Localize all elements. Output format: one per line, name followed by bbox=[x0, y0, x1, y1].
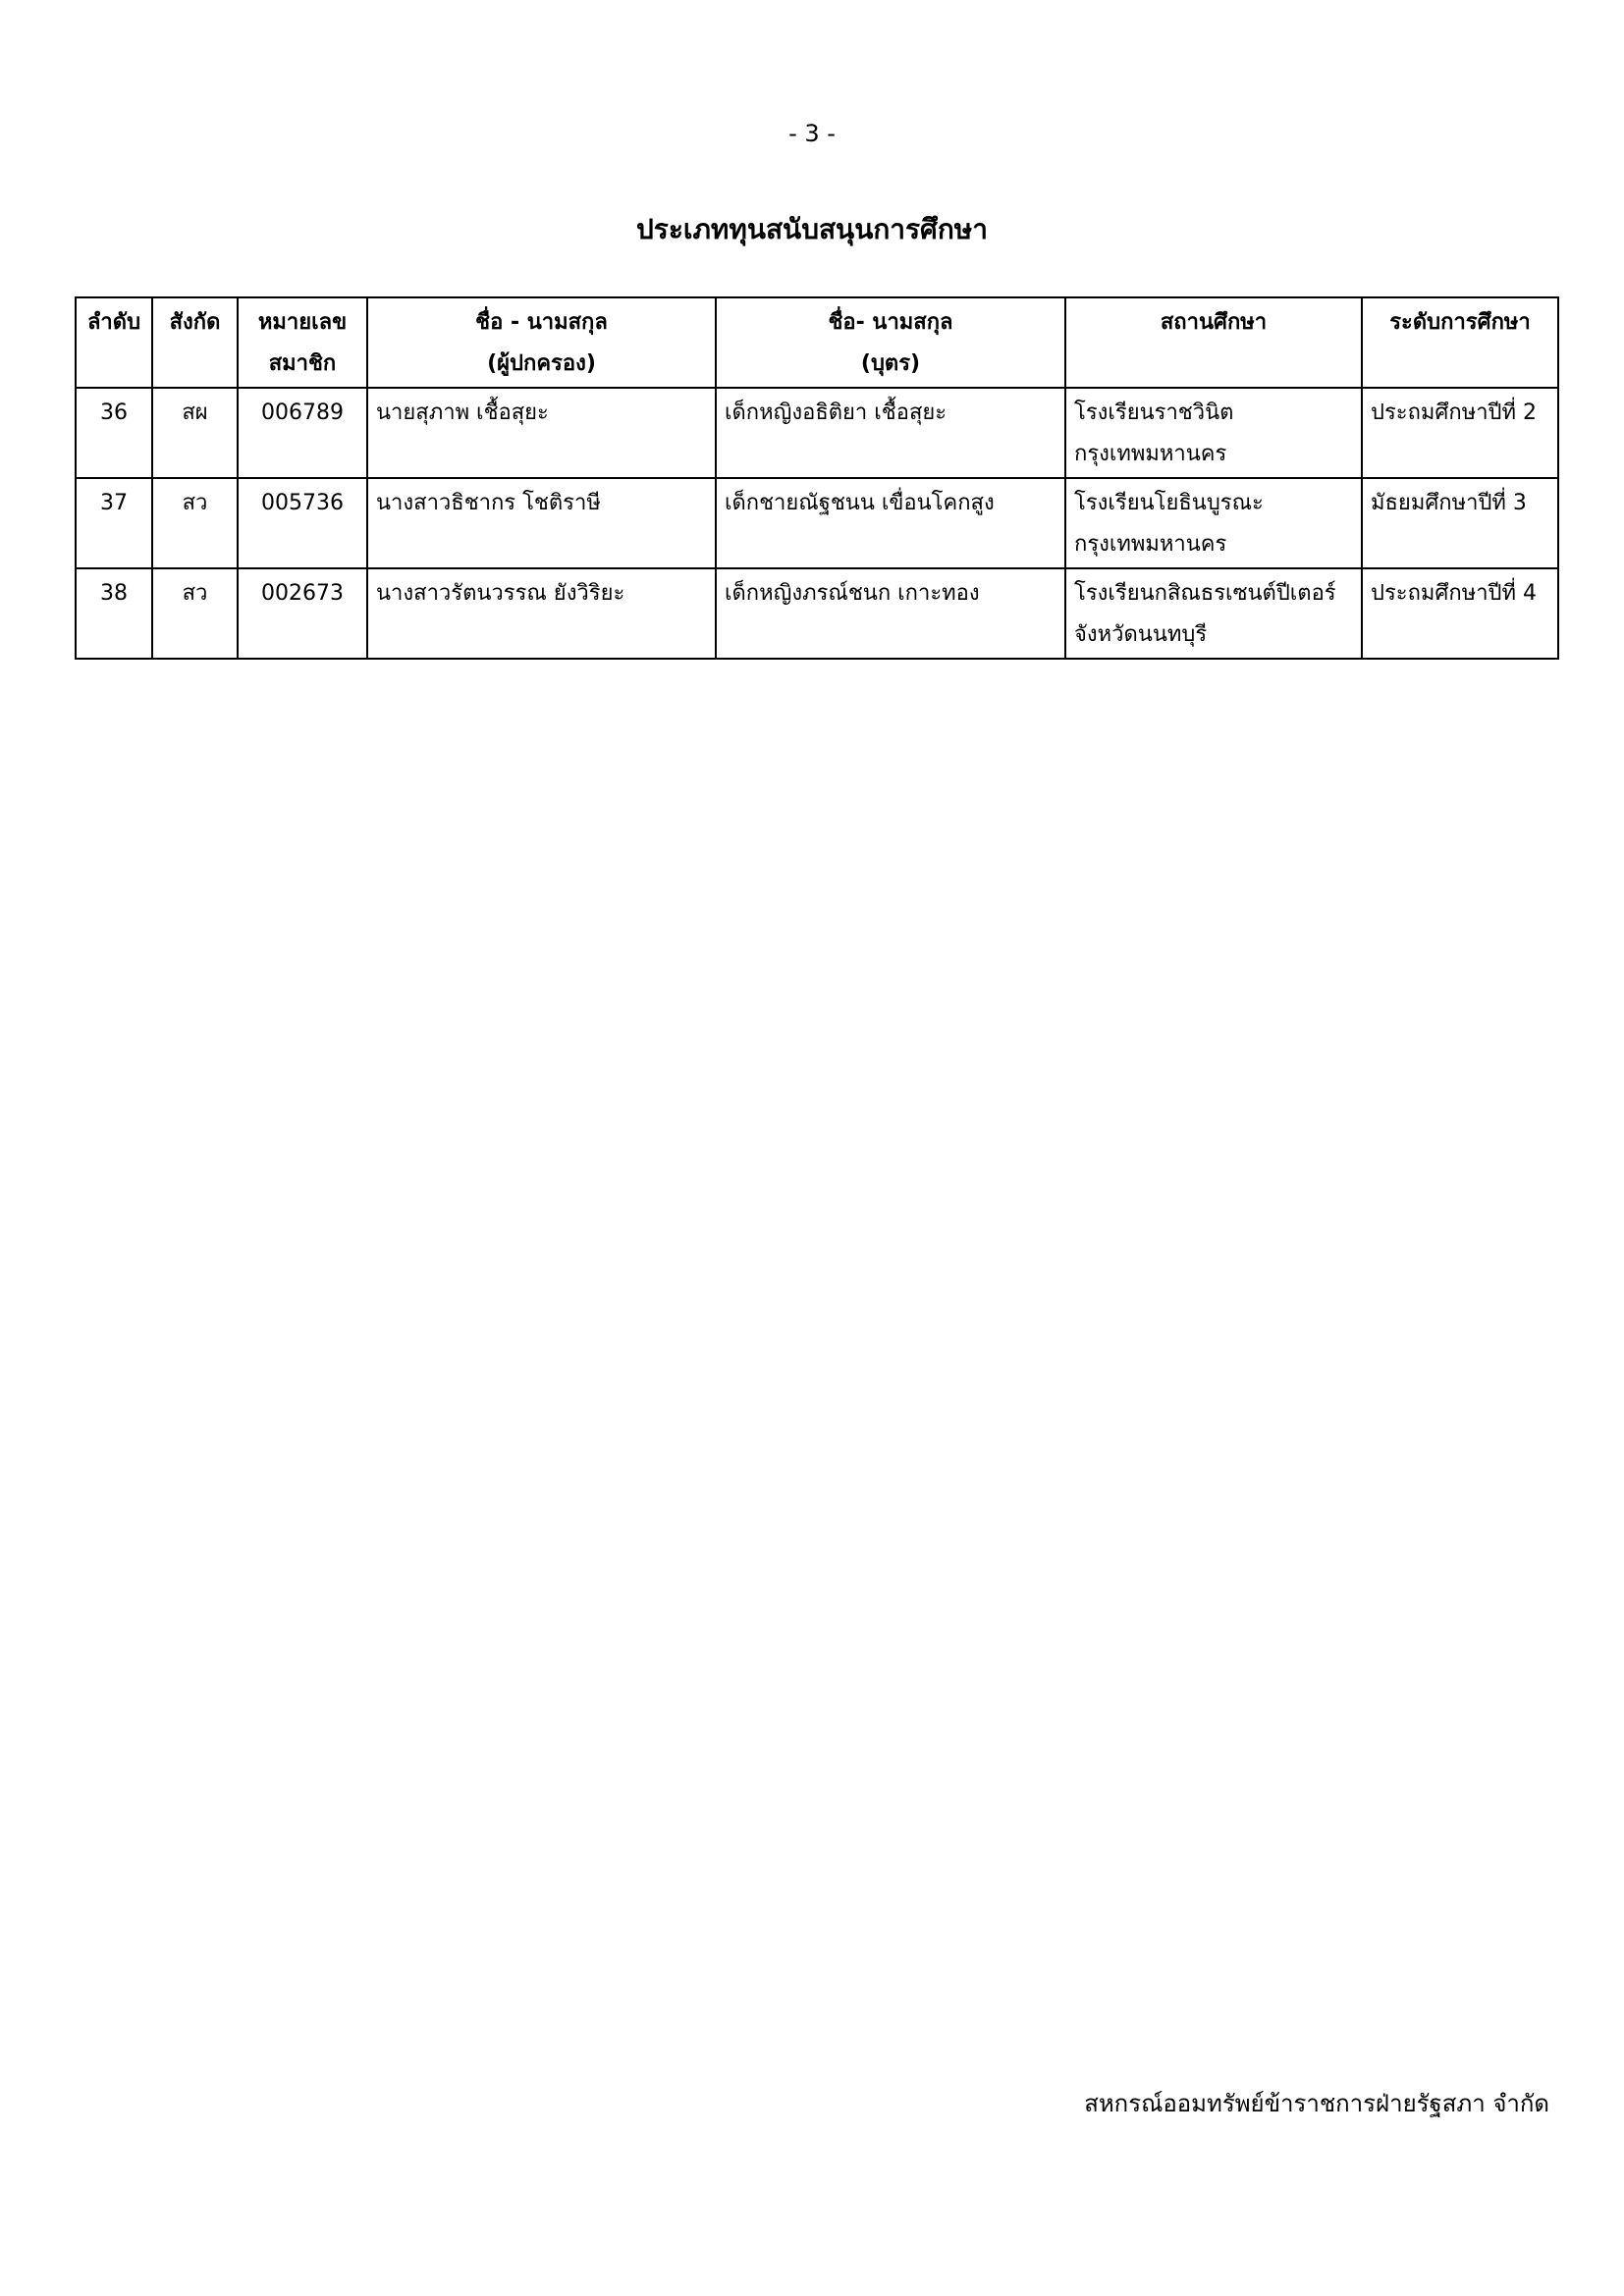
table-row bbox=[76, 478, 1558, 568]
header-seq: ลำดับ bbox=[76, 297, 152, 388]
cell-child-name: เด็กชายณัฐชนน เขื่อนโคกสูง bbox=[716, 478, 1065, 568]
cell-level: มัธยมศึกษาปีที่ 3 bbox=[1362, 478, 1558, 568]
cell-school: โรงเรียนราชวินิต กรุงเทพมหานคร bbox=[1065, 388, 1362, 478]
cell-affiliation: สผ bbox=[152, 388, 238, 478]
table-row bbox=[76, 568, 1558, 659]
cell-member-no: 006789 bbox=[238, 388, 367, 478]
cell-level: ประถมศึกษาปีที่ 2 bbox=[1362, 388, 1558, 478]
cell-child-name: เด็กหญิงอธิติยา เชื้อสุยะ bbox=[716, 388, 1065, 478]
cell-seq: 36 bbox=[76, 388, 152, 478]
table-header-row bbox=[76, 297, 1558, 388]
header-member-no: หมายเลข สมาชิก bbox=[238, 297, 367, 388]
scholarship-table bbox=[75, 296, 1559, 660]
page-number: - 3 - bbox=[788, 120, 836, 147]
document-title: ประเภททุนสนับสนุนการศึกษา bbox=[636, 213, 988, 245]
cell-parent-name: นางสาวธิชากร โชติราษี bbox=[367, 478, 716, 568]
cell-parent-name: นางสาวรัตนวรรณ ยังวิริยะ bbox=[367, 568, 716, 659]
header-child-name: ชื่อ- นามสกุล (บุตร) bbox=[716, 297, 1065, 388]
footer-organization: สหกรณ์ออมทรัพย์ข้าราชการฝ่ายรัฐสภา จำกัด bbox=[1084, 2090, 1549, 2117]
cell-affiliation: สว bbox=[152, 568, 238, 659]
cell-seq: 38 bbox=[76, 568, 152, 659]
cell-affiliation: สว bbox=[152, 478, 238, 568]
cell-member-no: 002673 bbox=[238, 568, 367, 659]
header-parent-name: ชื่อ - นามสกุล (ผู้ปกครอง) bbox=[367, 297, 716, 388]
header-level: ระดับการศึกษา bbox=[1362, 297, 1558, 388]
cell-member-no: 005736 bbox=[238, 478, 367, 568]
cell-level: ประถมศึกษาปีที่ 4 bbox=[1362, 568, 1558, 659]
cell-parent-name: นายสุภาพ เชื้อสุยะ bbox=[367, 388, 716, 478]
header-school: สถานศึกษา bbox=[1065, 297, 1362, 388]
table-row bbox=[76, 388, 1558, 478]
cell-school: โรงเรียนโยธินบูรณะ กรุงเทพมหานคร bbox=[1065, 478, 1362, 568]
cell-child-name: เด็กหญิงภรณ์ชนก เกาะทอง bbox=[716, 568, 1065, 659]
cell-school: โรงเรียนกสิณธรเซนต์ปีเตอร์ จังหวัดนนทบุรี bbox=[1065, 568, 1362, 659]
header-affiliation: สังกัด bbox=[152, 297, 238, 388]
cell-seq: 37 bbox=[76, 478, 152, 568]
